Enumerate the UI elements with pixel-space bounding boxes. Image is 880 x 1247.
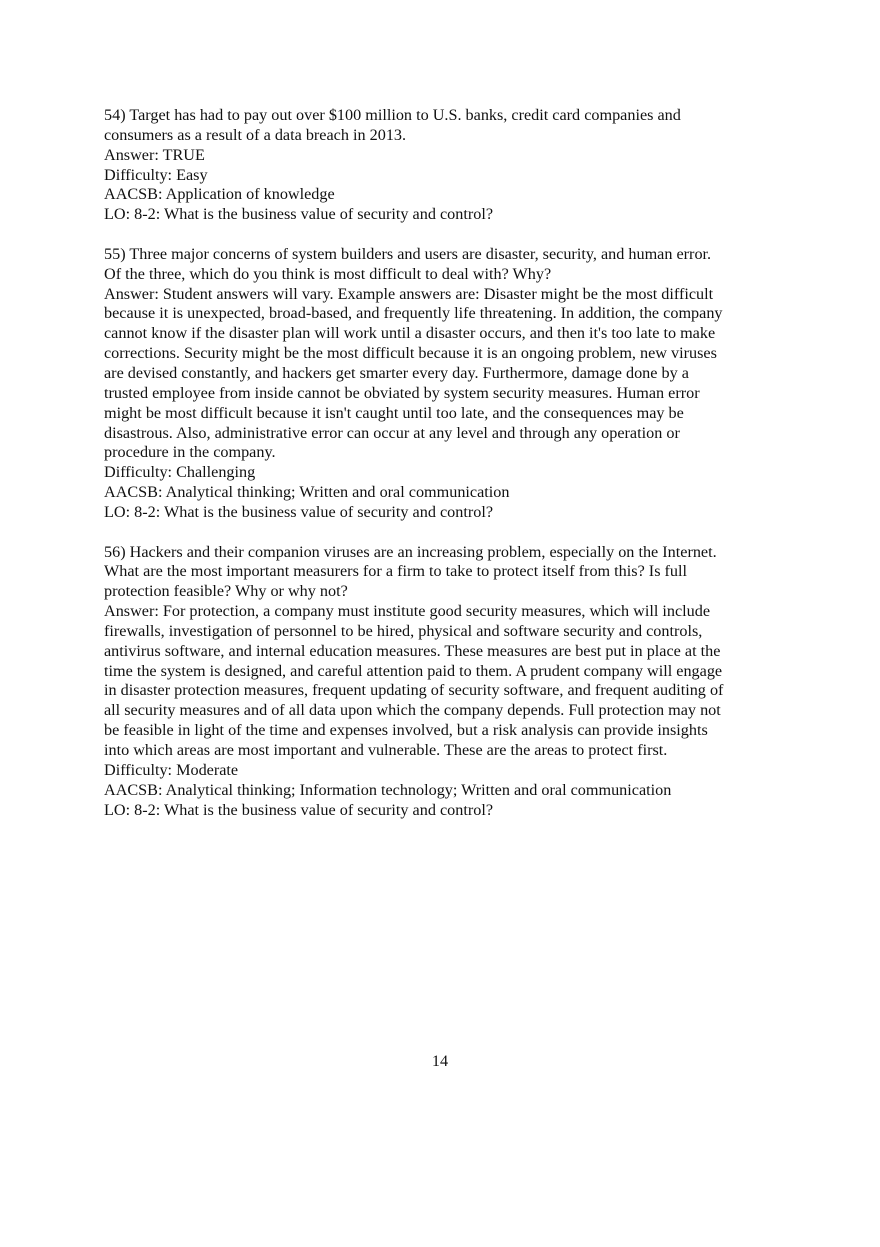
answer-line: procedure in the company. [104, 443, 276, 462]
answer-line: all security measures and of all data upon which the company depends. Full protection may not [104, 701, 721, 720]
answer-line: trusted employee from inside cannot be obviated by system security measures. Human error [104, 383, 700, 402]
question-prompt-line: 56) Hackers and their companion viruses are an increasing problem, especially on the Internet. [104, 542, 717, 561]
answer-line: into which areas are most important and vulnerable. These are the areas to protect first. [104, 741, 668, 759]
difficulty-line: Difficulty: Easy [104, 165, 208, 184]
answer-line: corrections. Security might be the most difficult because it is an ongoing problem, new viruses [104, 344, 717, 363]
learning-objective-line: LO: 8-2: What is the business value of security and control? [104, 800, 494, 819]
answer-line: Answer: For protection, a company must institute good security measures, which will include [104, 602, 711, 621]
question-56 [104, 543, 772, 821]
learning-objective-line: LO: 8-2: What is the business value of security and control? [104, 502, 494, 521]
question-prompt-line: protection feasible? Why or why not? [104, 582, 348, 601]
answer-line: firewalls, investigation of personnel to be hired, physical and software security and controls, [104, 621, 703, 640]
question-prompt-line: 55) Three major concerns of system builders and users are disaster, security, and human error. [104, 244, 712, 263]
question-55 [104, 245, 772, 523]
answer-line: Answer: TRUE [104, 145, 205, 164]
difficulty-line: Difficulty: Challenging [104, 463, 256, 482]
question-prompt-line: Of the three, which do you think is most difficult to deal with? Why? [104, 264, 552, 283]
question-prompt-line: consumers as a result of a data breach in 2013. [104, 125, 407, 144]
answer-line: time the system is designed, and careful attention paid to them. A prudent company will engage [104, 661, 723, 680]
aacsb-line: AACSB: Analytical thinking; Information technology; Written and oral communication [104, 780, 672, 799]
answer-line: antivirus software, and internal education measures. These measures are best put in place at the [104, 641, 721, 660]
answer-line: in disaster protection measures, frequent updating of security software, and frequent auditing of [104, 681, 724, 700]
page-number: 14 [431, 1052, 449, 1070]
answer-line: Answer: Student answers will vary. Example answers are: Disaster might be the most difficult [104, 284, 714, 303]
answer-line: be feasible in light of the time and expenses involved, but a risk analysis can provide insights [104, 721, 708, 740]
question-prompt-line: 54) Target has had to pay out over $100 million to U.S. banks, credit card companies and [104, 106, 681, 124]
difficulty-line: Difficulty: Moderate [104, 760, 239, 779]
aacsb-line: AACSB: Analytical thinking; Written and oral communication [104, 483, 510, 502]
learning-objective-line: LO: 8-2: What is the business value of security and control? [104, 205, 494, 224]
answer-line: might be most difficult because it isn't caught until too late, and the consequences may be [104, 403, 684, 422]
answer-line: cannot know if the disaster plan will work until a disaster occurs, and then it's too late to make [104, 324, 716, 343]
question-54 [104, 106, 772, 225]
question-prompt-line: What are the most important measurers for a firm to take to protect itself from this? Is full [104, 562, 688, 581]
aacsb-line: AACSB: Application of knowledge [104, 185, 335, 204]
document-page [104, 106, 772, 840]
answer-line: because it is unexpected, broad-based, and frequently life threatening. In addition, the company [104, 304, 723, 323]
answer-line: are devised constantly, and hackers get smarter every day. Furthermore, damage done by a [104, 363, 689, 382]
answer-line: disastrous. Also, administrative error can occur at any level and through any operation or [104, 423, 680, 442]
